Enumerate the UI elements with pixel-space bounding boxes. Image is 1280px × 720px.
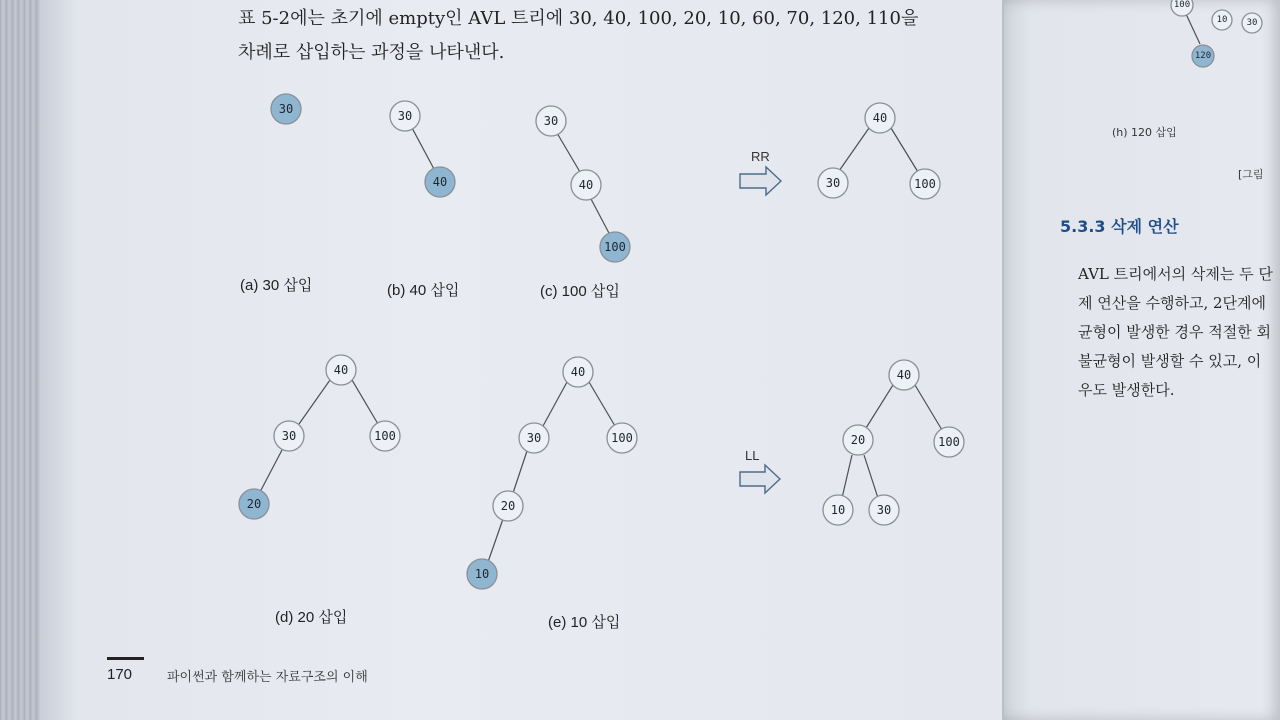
tree-edge xyxy=(591,199,610,235)
right-body-line: 제 연산을 수행하고, 2단계에 xyxy=(1078,294,1267,312)
tree-edge xyxy=(557,133,580,172)
rr-rotation-label: RR xyxy=(751,149,770,164)
node-ll-30 xyxy=(869,495,899,525)
node-label: 10 xyxy=(1216,15,1228,25)
node-label: 20 xyxy=(246,497,262,511)
node-label: 10 xyxy=(830,503,846,517)
right-body-line: 균형이 발생한 경우 적절한 회 xyxy=(1078,323,1271,341)
node-label: 30 xyxy=(397,109,413,123)
tree-edge xyxy=(543,382,567,426)
node-rr-30 xyxy=(818,168,848,198)
node-label: 40 xyxy=(333,363,349,377)
tree-edge xyxy=(1186,14,1200,44)
node-ll-10 xyxy=(823,495,853,525)
node-label: 30 xyxy=(825,176,841,190)
node-ll-20 xyxy=(843,425,873,455)
node-label: 40 xyxy=(872,111,888,125)
tree-edge xyxy=(488,519,503,562)
node-label: 30 xyxy=(281,429,297,443)
node-label: 30 xyxy=(876,503,892,517)
node-label: 30 xyxy=(543,114,559,128)
tree-edge xyxy=(589,382,615,426)
tree-edge xyxy=(915,385,942,430)
node-label: 120 xyxy=(1194,51,1212,61)
tree-edge xyxy=(411,126,434,169)
node-c-100 xyxy=(600,232,630,262)
tree-edge xyxy=(299,380,330,424)
node-e-100 xyxy=(607,423,637,453)
node-right-10 xyxy=(1212,10,1232,30)
node-right-100 xyxy=(1171,0,1193,16)
node-e-20 xyxy=(493,491,523,521)
node-label: 20 xyxy=(850,433,866,447)
node-d-20 xyxy=(239,489,269,519)
node-label: 100 xyxy=(604,240,626,254)
node-e-30 xyxy=(519,423,549,453)
node-rr-100 xyxy=(910,169,940,199)
node-label: 20 xyxy=(500,499,516,513)
node-label: 30 xyxy=(1246,18,1258,28)
node-b-30 xyxy=(390,101,420,131)
tree-edge xyxy=(891,128,918,172)
node-label: 40 xyxy=(570,365,586,379)
figure-h-caption: (h) 120 삽입 xyxy=(1112,126,1177,139)
node-label: 40 xyxy=(432,175,448,189)
node-label: 100 xyxy=(374,429,396,443)
node-a-30 xyxy=(271,94,301,124)
ll-rotation-label: LL xyxy=(745,448,760,463)
node-label: 40 xyxy=(578,178,594,192)
node-e-10 xyxy=(467,559,497,589)
node-ll-100 xyxy=(934,427,964,457)
tree-edge xyxy=(842,455,852,498)
right-body-line: 불균형이 발생할 수 있고, 이 xyxy=(1078,352,1262,370)
node-label: 10 xyxy=(474,567,490,581)
ll-arrow-icon xyxy=(740,465,780,493)
figure-label: [그림 xyxy=(1238,168,1264,181)
intro-line-1: 표 5-2에는 초기에 empty인 AVL 트리에 30, 40, 100, 20, 10, 60, 70, 120, 110을 xyxy=(238,8,919,29)
node-c-40 xyxy=(571,170,601,200)
tree-edge xyxy=(352,380,378,424)
rr-arrow-icon xyxy=(740,167,781,195)
intro-line-2: 차례로 삽입하는 과정을 나타낸다. xyxy=(238,42,505,63)
running-book-title: 파이썬과 함께하는 자료구조의 이해 xyxy=(167,670,368,685)
right-page-paragraph xyxy=(1078,260,1278,405)
node-label: 100 xyxy=(938,435,960,449)
node-d-40 xyxy=(326,355,356,385)
node-right-30 xyxy=(1242,13,1262,33)
node-d-30 xyxy=(274,421,304,451)
caption-e: (e) 10 삽입 xyxy=(548,614,621,631)
right-body-line: AVL 트리에서의 삭제는 두 단 xyxy=(1078,265,1273,283)
caption-d: (d) 20 삽입 xyxy=(275,609,348,626)
node-label: 30 xyxy=(278,102,294,116)
node-e-40 xyxy=(563,357,593,387)
node-label: 100 xyxy=(1173,0,1191,10)
node-c-30 xyxy=(536,106,566,136)
node-label: 40 xyxy=(896,368,912,382)
node-right-120 xyxy=(1192,45,1214,67)
section-heading: 5.3.3 삭제 연산 xyxy=(1060,217,1179,236)
tree-edge xyxy=(513,451,527,493)
node-label: 30 xyxy=(526,431,542,445)
node-d-100 xyxy=(370,421,400,451)
caption-c: (c) 100 삽입 xyxy=(540,283,620,300)
tree-edge xyxy=(864,455,878,498)
tree-edge xyxy=(866,385,893,428)
caption-b: (b) 40 삽입 xyxy=(387,282,460,299)
node-label: 100 xyxy=(914,177,936,191)
node-label: 100 xyxy=(611,431,633,445)
tree-edge xyxy=(260,450,282,492)
right-body-line: 우도 발생한다. xyxy=(1078,381,1175,399)
caption-a: (a) 30 삽입 xyxy=(240,277,313,294)
footer-rule xyxy=(107,657,144,660)
node-ll-40 xyxy=(889,360,919,390)
node-rr-40 xyxy=(865,103,895,133)
node-b-40 xyxy=(425,167,455,197)
tree-edge xyxy=(839,128,869,171)
page-number: 170 xyxy=(107,666,133,683)
